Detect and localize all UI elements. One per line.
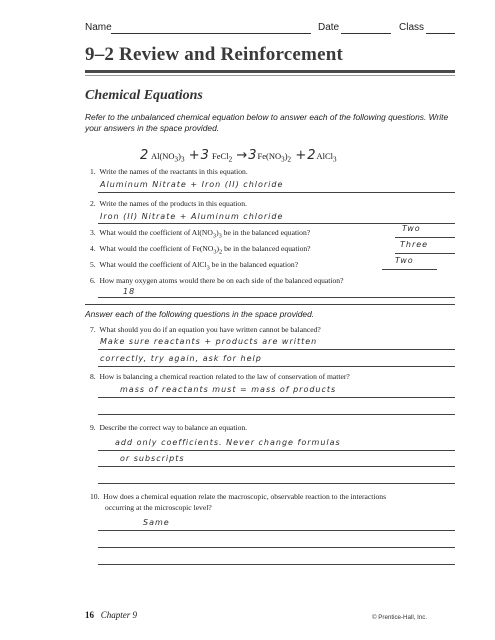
answer-9-line-2[interactable]: or subscripts (120, 454, 185, 463)
answer-9-line-1[interactable]: add only coefficients. Never change formulas (115, 438, 341, 447)
formula-sub: 3 (212, 232, 217, 240)
formula-sub: 2 (228, 155, 233, 164)
formula-sub: 3 (218, 232, 222, 240)
answer-3[interactable]: Two (402, 224, 421, 233)
class-field[interactable] (426, 33, 455, 34)
question-number: 8. (90, 372, 96, 381)
formula-sub: 3 (333, 155, 337, 164)
question-text: What would the coefficient of Al(NO (99, 228, 213, 237)
page-title: 9–2 Review and Reinforcement (85, 44, 344, 65)
answer-line (98, 547, 455, 548)
answer-5[interactable]: Two (395, 256, 414, 265)
question-number: 3. (90, 228, 96, 237)
formula-sub: 3 (281, 155, 285, 164)
answer-line (395, 237, 455, 238)
question-text: Describe the correct way to balance an equation. (99, 423, 248, 432)
question-9 (90, 423, 247, 432)
answer-line (98, 297, 455, 298)
question-7 (90, 325, 321, 334)
formula-sub: 2 (219, 248, 223, 256)
question-text: What should you do if an equation you have written cannot be balanced? (99, 325, 321, 334)
formula-part: Al(NO (150, 151, 175, 161)
answer-7-line-2[interactable]: correctly, try again, ask for help (100, 354, 262, 363)
answer-line (98, 483, 455, 484)
formula-sub: 3 (174, 155, 179, 164)
answer-line (382, 269, 437, 270)
answer-2[interactable]: Iron (II) Nitrate + Aluminum chloride (100, 212, 284, 221)
question-number: 5. (90, 260, 96, 269)
formula-sub: 2 (287, 155, 292, 164)
formula-part: ) (178, 151, 181, 161)
question-number: 9. (90, 423, 96, 432)
formula-part: ) (284, 151, 288, 161)
question-number: 10. (90, 492, 100, 501)
formula-sub: 3 (206, 264, 210, 272)
answer-8[interactable]: mass of reactants must = mass of products (120, 385, 337, 394)
class-label: Class (399, 22, 425, 33)
arrow-coefficient: →3 (236, 148, 258, 163)
page-number: 16 (85, 610, 94, 620)
question-text: be in the balanced equation? (209, 260, 299, 269)
question-text: Write the names of the products in this equation. (99, 199, 247, 208)
question-text: Write the names of the reactants in this equation. (99, 167, 248, 176)
answer-4[interactable]: Three (400, 240, 429, 249)
answer-7-line-1[interactable]: Make sure reactants + products are written (100, 337, 318, 346)
question-10 (90, 492, 386, 501)
title-rule (85, 70, 455, 73)
date-label: Date (318, 22, 340, 33)
question-text: ) (216, 228, 219, 237)
formula-part: AlCl (316, 151, 334, 161)
answer-line (98, 349, 455, 350)
formula-sub: 3 (213, 248, 217, 256)
question-text: What would the coefficient of Fe(NO (99, 244, 214, 253)
question-text: How many oxygen atoms would there be on each side of the balanced equation? (99, 276, 344, 285)
coefficient-handwritten: 2 (140, 148, 150, 163)
question-8 (90, 372, 350, 381)
question-text: be in the balanced equation? (222, 244, 311, 253)
formula-part: Fe(NO (257, 151, 282, 161)
question-10-cont: occurring at the microscopic level? (105, 503, 212, 512)
section-subtitle: Chemical Equations (85, 88, 203, 103)
answer-1[interactable]: Aluminum Nitrate + Iron (II) chloride (100, 180, 284, 189)
title-rule-thin (85, 75, 455, 76)
question-text: ) (216, 244, 220, 253)
question-2 (90, 199, 247, 208)
publisher-credit: © Prentice-Hall, Inc. (372, 614, 428, 621)
answer-line (98, 397, 455, 398)
question-1 (90, 167, 248, 176)
answer-line (98, 192, 455, 193)
question-number: 2. (90, 199, 96, 208)
answer-line (395, 253, 455, 254)
answer-line (98, 466, 455, 467)
answer-line (98, 564, 455, 565)
question-3 (90, 228, 310, 240)
chapter-label: Chapter 9 (100, 610, 138, 620)
section-divider (85, 304, 455, 305)
answer-line (98, 530, 455, 531)
question-4 (90, 244, 311, 256)
question-text: How is balancing a chemical reaction related to the law of conservation of matter? (99, 372, 350, 381)
question-text: What would the coefficient of AlCl (99, 260, 207, 269)
answer-10[interactable]: Same (143, 518, 170, 527)
formula-part: FeCl (212, 151, 229, 161)
question-text: be in the balanced equation? (221, 228, 311, 237)
chemical-equation (140, 148, 337, 164)
answer-6[interactable]: 18 (123, 287, 136, 296)
question-number: 1. (90, 167, 96, 176)
question-6 (90, 276, 343, 285)
answer-line (98, 366, 455, 367)
question-number: 6. (90, 276, 96, 285)
date-field[interactable] (341, 33, 391, 34)
answer-line (98, 414, 455, 415)
question-number: 7. (90, 325, 96, 334)
coefficient-handwritten: +3 (188, 148, 210, 163)
footer-page (85, 610, 137, 620)
formula-sub: 3 (180, 155, 185, 164)
name-field[interactable] (111, 33, 311, 34)
instructions-1: Refer to the unbalanced chemical equation below to answer each of the following questions. Write your answers in the space provided. (85, 112, 449, 133)
question-5 (90, 260, 298, 272)
answer-line (98, 450, 455, 451)
coefficient-handwritten: +2 (295, 148, 317, 163)
name-label: Name (85, 22, 112, 33)
question-number: 4. (90, 244, 96, 253)
instructions-2: Answer each of the following questions in the space provided. (85, 309, 315, 319)
question-text: How does a chemical equation relate the macroscopic, observable reaction to the interactions (103, 492, 387, 501)
